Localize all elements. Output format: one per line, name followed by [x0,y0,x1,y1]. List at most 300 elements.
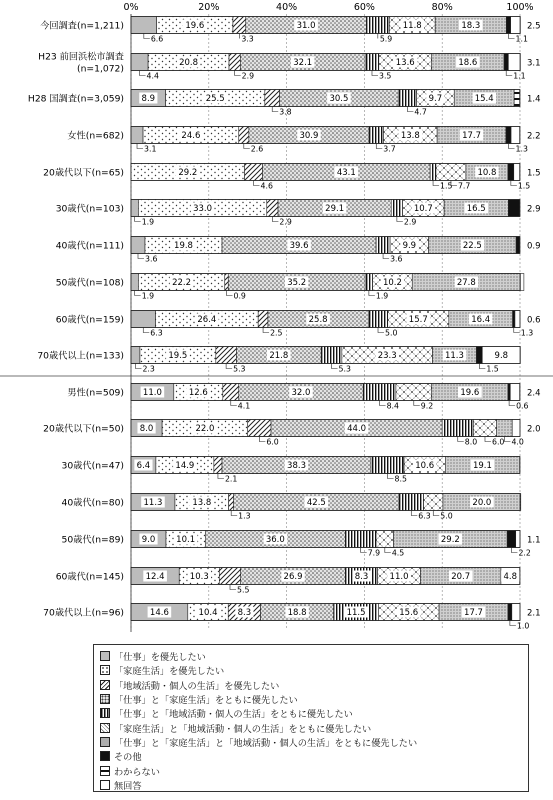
chart-legend [93,644,529,792]
callout-line [383,254,389,259]
callout-label: 4.5 [391,548,405,558]
bar-value-label: 17.7 [462,131,482,142]
x-tick-label: 40% [276,2,298,13]
legend-item [100,749,528,763]
bar-value-label: 9.0 [141,535,156,546]
callout-line [244,144,250,149]
callout-label: 5.0 [440,511,453,521]
callout-line [514,328,520,333]
callout-label: 6.0 [266,437,279,447]
legend-item [100,763,528,777]
bar-segment [216,347,237,364]
callout-label: 1.0 [516,621,530,631]
bar-value-label: 6.4 [136,461,151,472]
bar-value-label: 42.5 [306,498,326,509]
bar-value-label: 26.4 [197,315,217,326]
legend-label: 「家庭生活」を優先したい [114,666,225,678]
bar-segment [399,494,424,511]
callout-label: 6.3 [418,511,431,521]
callout-label: 2.9 [279,217,292,227]
callout-label: 4.4 [146,71,159,81]
bar-value-label: 10.1 [176,535,196,546]
category-label: 男性(n=509) [67,387,124,399]
bar-value-label: 8.9 [141,94,156,105]
callout-line [272,217,278,222]
bar-value-label: 10.2 [382,278,402,289]
bar-value-label: 25.5 [205,94,225,105]
callout-label: 0.6 [516,401,529,411]
bar-segment [223,384,239,401]
bar-segment [363,384,396,401]
bar-value-label: 35.2 [287,278,307,289]
right-value-label: 1.4 [527,94,541,105]
category-label: 20歳代以下(n=50) [43,423,124,435]
bar-value-label: 25.8 [308,315,328,326]
callout-line [511,548,517,553]
bar-segment [507,531,516,548]
callout-label: 9.2 [420,401,434,411]
bar-value-label: 19.1 [472,461,492,472]
callout-label: 3.6 [145,254,158,264]
bar-segment [508,54,520,71]
callout-label: 2.9 [403,217,417,227]
bar-segment [510,384,519,401]
bar-segment [508,164,514,181]
bar-segment [131,347,140,364]
bar-segment [376,531,394,548]
callout-label: 8.4 [386,401,399,411]
bar-value-label: 15.7 [408,315,428,326]
callout-line [433,181,439,186]
bar-value-label: 13.8 [400,131,420,142]
right-value-label: 2.1 [527,608,541,619]
legend-item [100,649,528,663]
callout-line [509,401,515,406]
callout-label: 0.9 [233,291,246,301]
callout-line [411,511,417,516]
bar-value-label: 9.9 [402,241,417,252]
bar-segment [248,420,271,437]
callout-label: 2.5 [270,328,283,338]
legend-item [100,706,528,720]
callout-line [485,437,491,442]
callout-label: 1.9 [141,217,155,227]
bar-value-label: 36.0 [265,535,285,546]
bar-value-label: 14.6 [149,608,169,619]
callout-line [135,291,141,296]
bar-value-label: 11.8 [402,21,422,32]
bar-segment [508,604,512,621]
bar-value-label: 24.6 [181,131,201,142]
bar-value-label: 16.5 [466,204,486,215]
callout-label: 4.6 [260,181,273,191]
legend-label: 「仕事」と「家庭生活」をともに優先したい [114,695,298,707]
callout-label: 6.0 [491,437,505,447]
bar-value-label: 22.5 [462,241,482,252]
callout-label: 2.3 [142,364,155,374]
bar-value-label: 10.3 [189,572,209,583]
legend-swatch [100,665,110,675]
category-label: 30歳代(n=47) [61,460,124,472]
bar-value-label: 19.6 [185,21,205,32]
bar-value-label: 29.2 [440,535,460,546]
right-value-label: 0.6 [527,315,541,326]
bar-segment [391,200,402,217]
callout-line [231,511,237,516]
bar-segment [516,237,520,254]
legend-swatch [100,780,110,790]
callout-label: 5.3 [233,364,246,374]
bar-value-label: 26.9 [283,572,303,583]
bar-segment [131,54,148,71]
bar-value-label: 13.8 [192,498,212,509]
legend-swatch [100,723,110,733]
category-label: 女性(n=682) [67,130,124,142]
bar-value-label: 22.2 [172,278,192,289]
bar-segment [512,604,520,621]
bar-segment [371,457,404,474]
callout-line [140,71,146,76]
callout-label: 2.1 [224,474,238,484]
callout-label: 4.1 [237,401,251,411]
bar-value-label: 18.8 [287,608,307,619]
bar-value-label: 13.6 [395,58,415,69]
x-tick-label: 60% [353,2,375,13]
bar-segment [229,494,234,511]
bar-segment [514,164,520,181]
callout-label: 4.7 [414,107,427,117]
bar-segment [504,54,508,71]
category-label: H23 前回浜松市調査 [38,51,124,63]
bar-value-label: 11.5 [346,608,366,619]
callout-line [397,217,403,222]
bar-segment [229,54,240,71]
callout-label: 8.5 [394,474,407,484]
legend-label: 「家庭生活」と「地域活動・個人の生活」をともに優先したい [114,723,372,735]
bar-value-label: 19.5 [168,351,188,362]
bar-value-label: 4.8 [503,572,518,583]
category-label: H28 国調査(n=3,059) [27,93,124,105]
legend-item [100,692,528,706]
callout-line [414,401,420,406]
bar-value-label: 33.0 [193,204,213,215]
bar-value-label: 23.3 [377,351,397,362]
bar-segment [506,127,511,144]
right-value-label: 0.9 [527,241,541,252]
bar-value-label: 17.7 [464,608,483,619]
callout-line [361,548,367,553]
bar-segment [508,384,510,401]
callout-label: 1.5 [486,364,499,374]
bar-value-label: 10.7 [413,204,433,215]
callout-line [378,328,384,333]
callout-line [263,328,269,333]
callout-line [135,364,141,369]
bar-segment [398,90,416,107]
callout-line [511,181,517,186]
legend-label: 「地域活動・個人の生活」を優先したい [114,680,280,692]
bar-segment [131,17,157,34]
bar-segment [131,127,143,144]
category-label: 60歳代(n=159) [55,314,124,326]
bar-value-label: 22.0 [195,424,215,435]
bar-segment [520,274,524,291]
bar-value-label: 14.9 [175,461,195,472]
bar-segment [476,347,482,364]
legend-label: 無回答 [114,780,142,792]
category-label: 50歳代(n=108) [55,277,124,289]
callout-label: 5.9 [379,34,393,44]
right-value-label: 2.9 [527,204,541,215]
bar-segment [321,347,342,364]
category-label: 70歳代以上(n=133) [37,350,124,362]
bar-segment [511,127,520,144]
callout-label: 1.9 [375,291,389,301]
category-label: 50歳代(n=89) [61,534,124,546]
bar-value-label: 11.0 [142,388,162,399]
bar-value-label: 29.2 [178,168,198,179]
category-label: (n=1,072) [77,63,124,75]
callout-line [226,364,232,369]
right-value-label: 3.1 [527,58,541,69]
bar-segment [345,531,376,548]
legend-label: 「仕事」を優先したい [114,652,206,664]
right-value-label: 2.4 [527,388,541,399]
legend-label: 「仕事」と「家庭生活」と「地域活動・個人の生活」をともに優先したい [114,737,418,749]
callout-label: 3.1 [144,144,157,154]
bar-segment [369,127,383,144]
right-value-label: 2.2 [527,131,541,142]
callout-label: 2.6 [250,144,264,154]
bar-segment [508,200,519,217]
x-tick-label: 80% [431,2,453,13]
bar-segment [497,420,513,437]
callout-label: 7.9 [367,548,381,558]
bar-value-label: 11.0 [389,572,409,583]
bar-value-label: 12.6 [188,388,208,399]
callout-line [143,328,149,333]
bar-value-label: 43.1 [336,168,356,179]
callout-label: 4.0 [511,437,524,447]
bar-segment [506,17,510,34]
callout-line [144,34,150,39]
bar-segment [424,494,443,511]
x-tick-label: 0% [123,2,139,13]
legend-swatch [100,751,110,761]
bar-value-label: 19.6 [460,388,480,399]
bar-value-label: 18.3 [461,21,481,32]
callout-line [504,437,510,442]
callout-line [135,217,141,222]
bar-segment [365,274,372,291]
callout-line [259,437,265,442]
callout-label: 5.5 [237,585,250,595]
callout-line [510,621,516,626]
callout-label: 1.1 [513,71,526,81]
bar-segment [258,311,268,328]
bar-segment [131,274,138,291]
bar-segment [396,384,432,401]
category-label: 30歳代(n=103) [55,203,124,215]
legend-item [100,678,528,692]
callout-line [509,34,515,39]
callout-label: 5.0 [385,328,398,338]
callout-label: 3.7 [383,144,396,154]
legend-swatch [100,680,110,690]
legend-item [100,735,528,749]
callout-line [376,144,382,149]
bar-segment [214,457,222,474]
legend-item [100,778,528,792]
category-label: 今回調査(n=1,211) [40,20,124,32]
bar-value-label: 18.6 [458,58,478,69]
bar-segment [513,311,515,328]
callout-label: 6.6 [150,34,164,44]
bar-value-label: 30.5 [329,94,349,105]
callout-line [230,585,236,590]
callout-line [433,511,439,516]
callout-label: 5.3 [338,364,351,374]
callout-line [226,291,232,296]
callout-line [137,144,143,149]
bar-segment [516,531,520,548]
bar-value-label: 9.7 [428,94,443,105]
bar-value-label: 15.4 [474,94,494,105]
callout-line [380,401,386,406]
legend-swatch [100,694,110,704]
bar-value-label: 31.0 [296,21,316,32]
right-value-label: 1.1 [527,535,541,546]
bar-value-label: 32.0 [291,388,311,399]
callout-line [388,474,394,479]
bar-value-label: 27.8 [456,278,476,289]
bar-value-label: 20.7 [451,572,471,583]
category-label: 40歳代(n=111) [55,240,124,252]
bar-segment [233,17,246,34]
callout-label: 2.9 [241,71,255,81]
bar-value-label: 12.4 [145,572,165,583]
legend-label: その他 [114,752,142,764]
bar-segment [131,200,138,217]
bar-value-label: 32.1 [293,58,313,69]
callout-line [479,364,485,369]
bar-value-label: 20.0 [472,498,492,509]
callout-label: 3.8 [279,107,292,117]
bar-value-label: 8.3 [354,572,369,583]
right-value-label: 2.0 [527,424,541,435]
bar-value-label: 9.8 [494,351,509,362]
bar-value-label: 10.8 [477,168,497,179]
bar-value-label: 38.3 [287,461,306,472]
callout-line [138,254,144,259]
category-label: 20歳代以下(n=65) [43,167,124,179]
bar-value-label: 10.4 [198,608,218,619]
legend-swatch [100,737,110,747]
legend-item [100,720,528,734]
bar-segment [267,200,278,217]
callout-label: 3.3 [241,34,254,44]
callout-label: 1.9 [141,291,155,301]
legend-swatch [100,766,110,776]
bar-segment [245,164,263,181]
callout-label: 1.5 [517,181,531,191]
callout-line [369,291,375,296]
callout-label: 7.7 [457,181,471,191]
callout-label: 1.3 [520,328,534,338]
legend-swatch [100,651,110,661]
callout-label: 2.2 [518,548,531,558]
bar-segment [131,237,145,254]
right-value-label: 1.5 [527,168,541,179]
callout-label: 3.6 [390,254,403,264]
callout-label: 1.3 [515,144,528,154]
bar-value-label: 8.3 [237,608,252,619]
category-label: 60歳代(n=145) [55,571,124,583]
callout-line [385,548,391,553]
callout-label: 6.3 [150,328,163,338]
callout-line [509,144,515,149]
bar-segment [225,274,229,291]
callout-label: 1.3 [238,511,251,521]
callout-label: 1.5 [440,181,453,191]
bar-value-label: 19.8 [174,241,193,252]
callout-label: 1.1 [515,34,528,44]
bar-value-label: 16.4 [471,315,491,326]
bar-segment [430,164,436,181]
bar-value-label: 21.8 [269,351,289,362]
legend-label: わからない [114,766,160,778]
bar-segment [442,420,473,437]
bar-segment [365,54,379,71]
bar-segment [239,127,249,144]
bar-segment [219,568,240,585]
callout-line [272,107,278,112]
category-label: 40歳代(n=80) [61,497,124,509]
callout-line [506,71,512,76]
x-tick-label: 100% [506,2,534,13]
legend-item [100,663,528,677]
legend-label: 「仕事」と「地域活動・個人の生活」をともに優先したい [114,709,353,721]
callout-label: 8.0 [464,437,478,447]
callout-line [372,71,378,76]
right-value-label: 2.5 [527,21,541,32]
bar-segment [265,90,280,107]
callout-label: 3.5 [378,71,392,81]
bar-value-label: 44.0 [347,424,367,435]
bar-segment [473,420,496,437]
bar-value-label: 10.6 [415,461,435,472]
bar-segment [511,17,521,34]
bar-value-label: 11.3 [143,498,163,509]
bar-value-label: 20.8 [179,58,199,69]
bar-segment [368,311,387,328]
callout-line [458,437,464,442]
bar-segment [366,17,389,34]
bar-value-label: 29.1 [325,204,345,215]
callout-line [332,364,338,369]
callout-line [218,474,224,479]
bar-value-label: 8.0 [139,424,154,435]
x-tick-label: 20% [198,2,220,13]
bar-value-label: 15.6 [399,608,419,619]
bar-segment [514,90,519,107]
category-label: 70歳代以上(n=96) [43,607,124,619]
callout-line [407,107,413,112]
bar-segment [131,311,156,328]
legend-swatch [100,708,110,718]
callout-line [231,401,237,406]
bar-value-label: 30.9 [299,131,319,142]
